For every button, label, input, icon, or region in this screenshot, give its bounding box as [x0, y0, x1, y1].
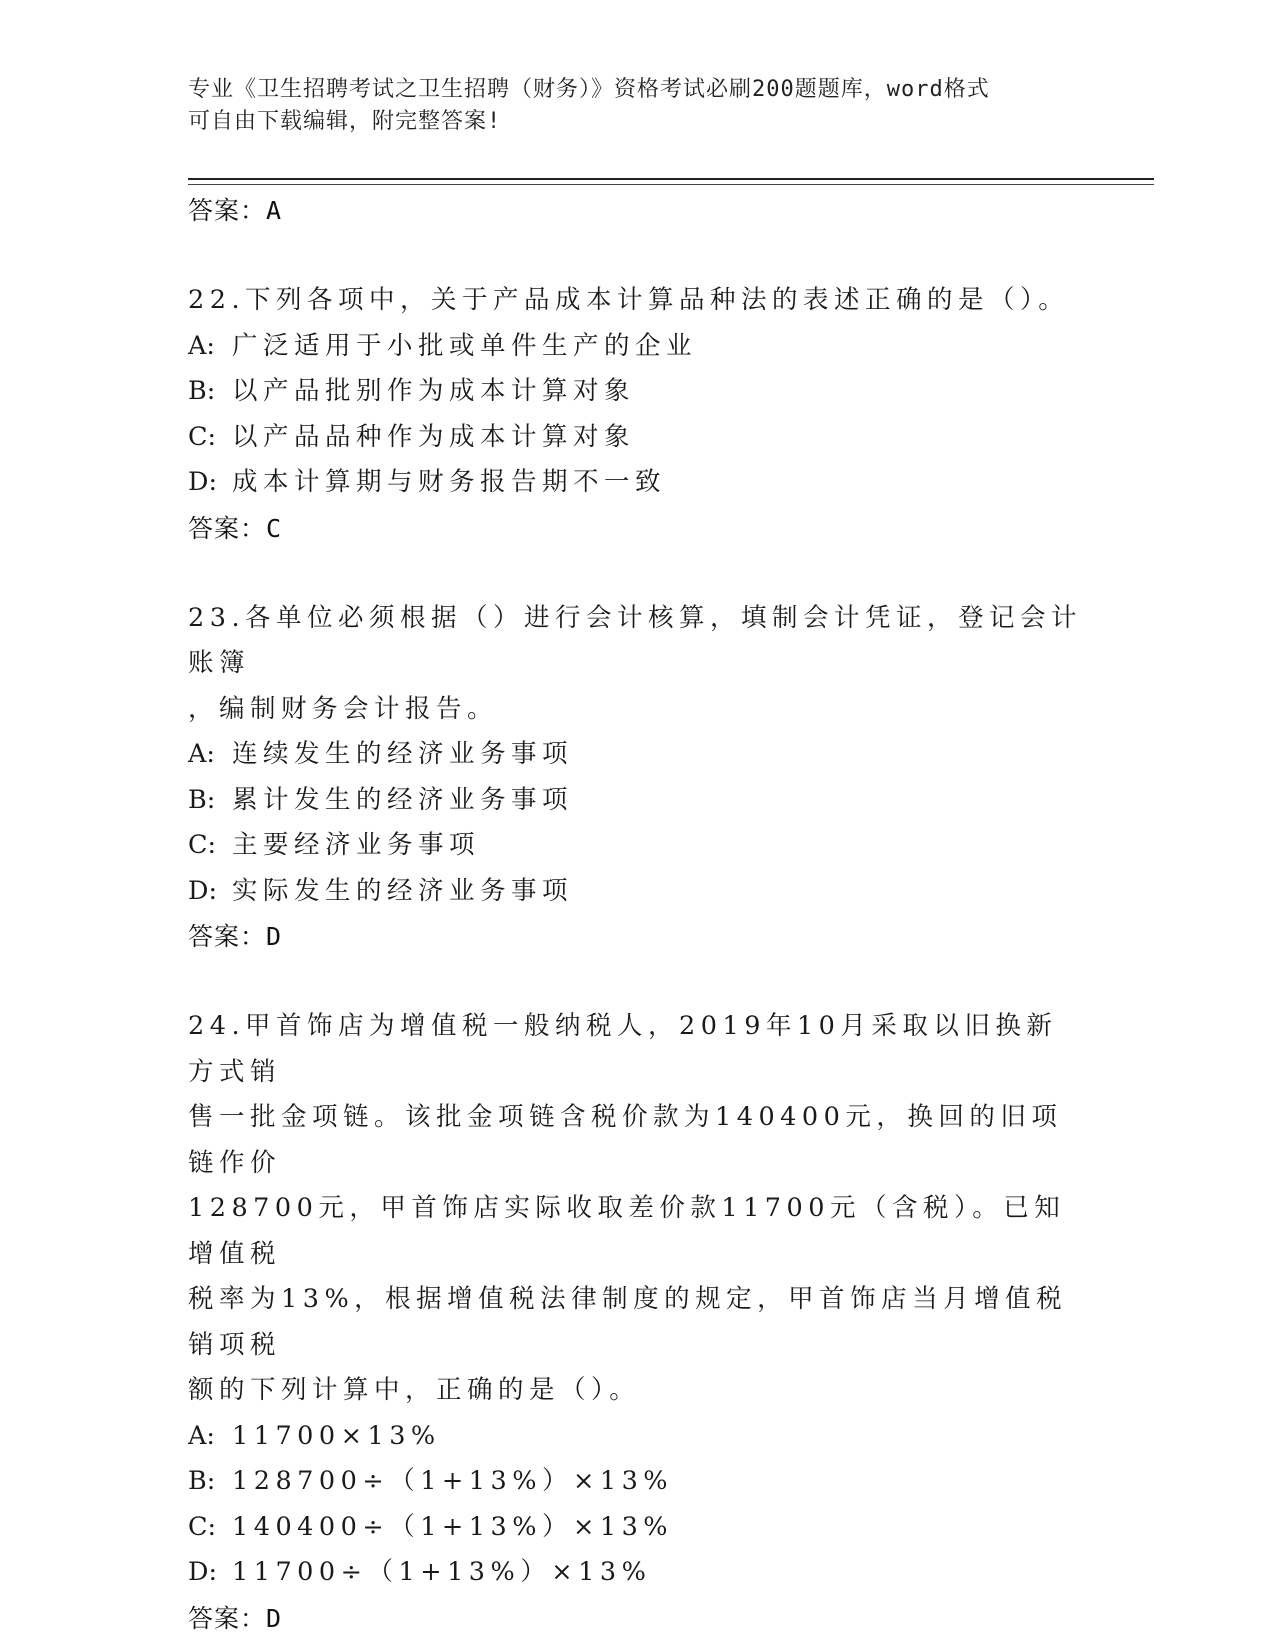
- option-letter: C:: [188, 421, 217, 452]
- option-d: [188, 1550, 1088, 1596]
- option-c: [188, 823, 1088, 869]
- option-text: 128700÷（1+13%）×13%: [232, 1466, 674, 1496]
- question-22: [188, 278, 1088, 552]
- option-d: [188, 460, 1088, 506]
- option-b: [188, 369, 1088, 415]
- header-divider-thin: [188, 184, 1154, 185]
- answer-label: 答案：D: [188, 1603, 283, 1633]
- option-a: [188, 732, 1088, 778]
- option-b: [188, 778, 1088, 824]
- question-line: 128700元，甲首饰店实际收取差价款11700元（含税）。已知增值税: [188, 1193, 1066, 1269]
- option-text: 成本计算期与财务报告期不一致: [232, 467, 667, 497]
- option-letter: D:: [188, 875, 218, 906]
- option-text: 140400÷（1+13%）×13%: [232, 1511, 674, 1542]
- option-c: [188, 1505, 1088, 1551]
- option-a: [188, 1414, 1088, 1460]
- option-c: [188, 415, 1088, 461]
- header-line-1: 专业《卫生招聘考试之卫生招聘（财务）》资格考试必刷200题题库，word格式: [188, 77, 990, 102]
- option-letter: B:: [188, 1466, 216, 1496]
- option-text: 以产品品种作为成本计算对象: [232, 421, 636, 452]
- option-letter: A:: [188, 739, 216, 769]
- option-text: 主要经济业务事项: [232, 830, 481, 860]
- option-b: [188, 1459, 1088, 1505]
- question-list: [188, 188, 1088, 1642]
- question-23: [188, 596, 1088, 961]
- option-letter: D:: [188, 467, 218, 497]
- option-letter: C:: [188, 830, 217, 860]
- question-line: 23.各单位必须根据（）进行会计核算，填制会计凭证，登记会计账簿: [188, 602, 1083, 678]
- option-letter: A:: [188, 330, 216, 361]
- option-letter: C:: [188, 1511, 217, 1542]
- header-divider-thick: [188, 178, 1154, 180]
- question-line: 22.下列各项中，关于产品成本计算品种法的表述正确的是（）。: [188, 285, 1070, 315]
- option-a: [188, 324, 1088, 370]
- question-24: [188, 1004, 1088, 1642]
- document-header: [188, 74, 1068, 138]
- answer-label: 答案：D: [188, 922, 283, 951]
- option-text: 11700×13%: [232, 1420, 441, 1451]
- answer-label: 答案：C: [188, 513, 283, 543]
- question-line: 24.甲首饰店为增值税一般纳税人，2019年10月采取以旧换新方式销: [188, 1011, 1058, 1087]
- option-text: 实际发生的经济业务事项: [232, 875, 574, 906]
- option-d: [188, 869, 1088, 915]
- option-letter: B:: [188, 376, 216, 406]
- question-text: [188, 1004, 1088, 1414]
- option-text: 广泛适用于小批或单件生产的企业: [232, 330, 698, 361]
- option-text: 11700÷（1+13%）×13%: [232, 1557, 652, 1587]
- question-line: 售一批金项链。该批金项链含税价款为140400元，换回的旧项链作价: [188, 1102, 1063, 1178]
- option-letter: A:: [188, 1420, 216, 1451]
- question-text: [188, 278, 1088, 324]
- question-line: 额的下列计算中，正确的是（）。: [188, 1375, 641, 1405]
- option-text: 连续发生的经济业务事项: [232, 739, 574, 769]
- question-line: ，编制财务会计报告。: [188, 693, 499, 724]
- option-letter: D:: [188, 1557, 218, 1587]
- option-letter: B:: [188, 784, 216, 815]
- previous-answer: 答案：A: [188, 196, 283, 225]
- option-text: 累计发生的经济业务事项: [232, 784, 574, 815]
- question-line: 税率为13%，根据增值税法律制度的规定，甲首饰店当月增值税销项税: [188, 1284, 1068, 1360]
- question-text: [188, 596, 1088, 733]
- header-line-2: 可自由下载编辑，附完整答案!: [188, 109, 502, 134]
- option-text: 以产品批别作为成本计算对象: [232, 376, 636, 406]
